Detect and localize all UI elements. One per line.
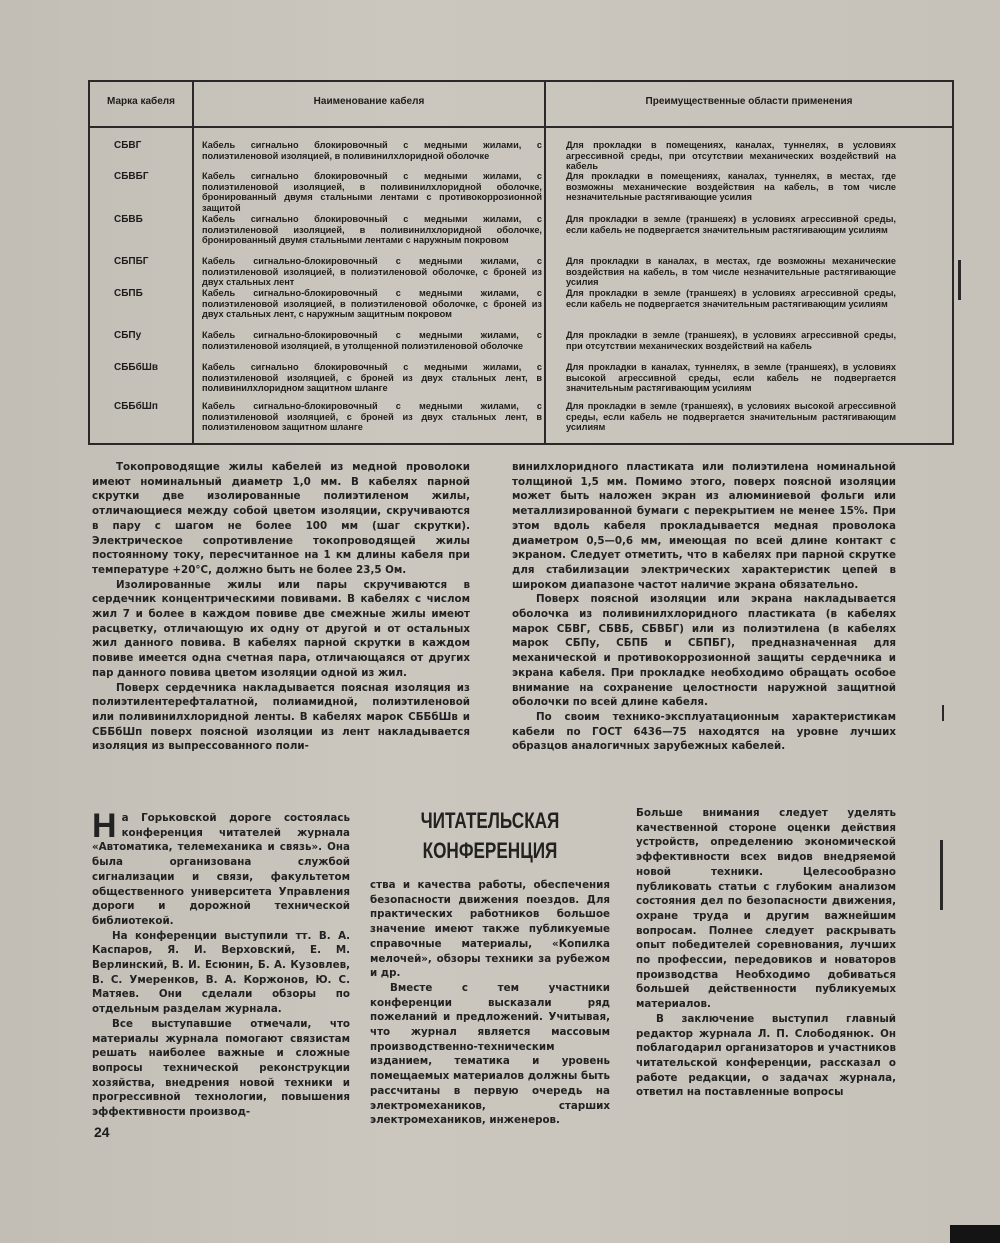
header-name: Наименование кабеля — [313, 96, 425, 107]
table-row-name: Кабель сигнально блокировочный с медными жилами, с полиэтиленовой изоляцией, в поливинилхлоридной оболочке, бронированный двумя стальными лентами с наружным покровом — [202, 214, 542, 246]
conference-paragraph: ства и качества работы, обеспечения безопасности движения поездов. Для практических работников большое значение имеют также публикуемые справочные материалы, «Копилка мелочей», обзоры техники за рубежом и др. — [370, 879, 610, 980]
scan-edge-mark — [940, 840, 943, 910]
conference-column-right — [636, 806, 896, 1100]
conference-title — [404, 806, 576, 866]
scan-edge-mark — [958, 260, 961, 300]
table-row-name: Кабель сигнально-блокировочный с медными жилами, с полиэтиленовой изоляцией, в полиэтиленовой оболочке, с броней из двух стальных лент, с наружным защитным покровом — [202, 288, 542, 320]
table-row-mark: СББбШп — [114, 401, 158, 412]
article-paragraph: Изолированные жилы или пары скручиваются в сердечник концентрическими повивами. В кабелях с числом жил 7 и более в каждом повиве две смежные жилы имеют расцветку, отличающую их одну от другой и от остальных жил данного повива. В кабелях парной скрутки в каждом повиве имеется одна счетная пара, отличающаяся от других пар данного повива цветом изоляции одной из жил. — [92, 578, 470, 679]
conference-paragraph: Вместе с тем участники конференции высказали ряд пожеланий и предложений. Учитывая, что журнал является массовым производственно-техническим изданием, тематика и уровень помещаемых материалов должны быть рассчитаны в первую очередь на электромехаников, старших электромехаников, инженеров. — [370, 981, 610, 1127]
conference-paragraph: На конференции выступили тт. В. А. Каспаров, Я. И. Верховский, Е. М. Верлинский, В. И. Есюнин, Б. А. Кузовлев, В. С. Умеренков, В. А. Коржонов, Ю. С. Матяев. Они сделали обзоры по отдельным разделам журнала. — [92, 929, 350, 1016]
table-row-mark: СБПБГ — [114, 256, 149, 267]
article-column-right — [512, 460, 896, 754]
table-row-mark: СБВБГ — [114, 171, 149, 182]
table-row-mark: СБПБ — [114, 288, 143, 299]
conference-title-line: ЧИТАТЕЛЬСКАЯ — [420, 808, 560, 833]
table-row-area: Для прокладки в помещениях, каналах, туннелях, в условиях агрессивной среды, при отсутствии механических воздействий на кабель — [566, 140, 896, 172]
table-header-divider — [90, 126, 952, 128]
header-mark: Марка кабеля — [107, 96, 175, 107]
table-row-mark: СБВГ — [114, 140, 142, 151]
table-row-area: Для прокладки в земле (траншеях) в условиях агрессивной среды, если кабель не подвергается значительным растягивающим усилиям — [566, 214, 896, 235]
table-row-name: Кабель сигнально блокировочный с медными жилами, с полиэтиленовой изоляцией, в поливинилхлоридной оболочке — [202, 140, 542, 161]
article-paragraph: Поверх поясной изоляции или экрана накладывается оболочка из поливинилхлоридного пластиката (в кабелях марок СБВГ, СБВБ, СБВБГ) или из полиэтилена (в кабелях марок СБПу, СБПБ и СБПБГ), предназначенная для механической и противокоррозионной защиты сердечника и экрана кабеля. При прокладке необходимо обращать особое внимание на сохранение целостности наружной защитной оболочки по всей длине кабеля. — [512, 593, 896, 709]
header-area: Преимущественные области применения — [645, 96, 853, 107]
conference-paragraph: Все выступавшие отмечали, что материалы журнала помогают связистам решать наиболее важные и сложные вопросы технической реконструкции хозяйства, внедрения новой техники и прогрессивной технологии, повышения эффективности производ- — [92, 1017, 350, 1119]
table-row-area: Для прокладки в земле (траншеях) в условиях агрессивной среды, если кабель не подвергается значительным растягивающим усилиям — [566, 288, 896, 309]
conference-column-left — [92, 807, 350, 1120]
conference-lead-text: а Горьковской дороге состоялась конференция читателей журнала «Автоматика, телемеханика и связь». Она была организована службой сигнализации и связи, факультетом общественного университета Управления дороги и дорожной технической библиотекой. — [92, 812, 350, 927]
conference-paragraph: Больше внимания следует уделять качественной стороне оценки действия устройств, определению экономической эффективности всех видов внедряемой новой техники. Целесообразно публиковать статьи с глубоким анализом состояния дел по безопасности движения, охране труда и другим важнейшим вопросам. Полнее следует раскрывать опыт победителей соревнования, лучших по профессии, передовиков и новаторов производства Необходимо добиваться большей действенности публикуемых материалов. — [636, 807, 896, 1011]
table-row-area: Для прокладки в каналах, туннелях, в земле (траншеях), в условиях высокой агрессивной среды, если кабель не подвергается значительным растягивающим усилиям — [566, 362, 896, 394]
scan-dark-corner — [950, 1225, 1000, 1243]
article-column-left — [92, 460, 470, 754]
table-row-name: Кабель сигнально-блокировочный с медными жилами, с полиэтиленовой изоляцией, с броней из двух стальных лент, в полиэтиленовом защитном шланге — [202, 401, 542, 433]
article-paragraph: По своим технико-эксплуатационным характеристикам кабели по ГОСТ 6436—75 находятся на уровне лучших образцов аналогичных зарубежных кабелей. — [512, 710, 896, 753]
table-row-name: Кабель сигнально блокировочный с медными жилами, с полиэтиленовой изоляцией, в поливинилхлоридной оболочке, бронированный двумя стальными лентами с противокоррозионной защитой — [202, 171, 542, 213]
table-row-name: Кабель сигнально-блокировочный с медными жилами, с полиэтиленовой изоляцией, в утолщенной полиэтиленовой оболочке — [202, 330, 542, 351]
conference-column-middle — [370, 878, 610, 1128]
drop-cap: Н — [92, 807, 117, 845]
table-row-mark: СБВБ — [114, 214, 143, 225]
table-row-mark: СББбШв — [114, 362, 158, 373]
article-paragraph: Токопроводящие жилы кабелей из медной проволоки имеют номинальный диаметр 1,0 мм. В кабелях парной скрутки две изолированные полиэтиленом жилы, отличающиеся между собой цветом изоляции, скручиваются в пару с шагом не более 100 мм (шаг скрутки). Электрическое сопротивление токопроводящей жилы постоянному току, пересчитанное на 1 км длины кабеля при температуре +20°С, должно быть не более 23,5 Ом. — [92, 461, 470, 576]
cable-table — [88, 80, 954, 445]
article-paragraph: Поверх сердечника накладывается поясная изоляция из полиэтилентерефталатной, полиамидной, полиэтиленовой или поливинилхлоридной ленты. В кабелях марок СББбШв и СББбШп поверх поясной изоляции из лент накладывается изоляция из выпрессованного поли- — [92, 681, 470, 753]
table-row-name: Кабель сигнально-блокировочный с медными жилами, с полиэтиленовой изоляцией, в полиэтиленовой оболочке, с броней из двух стальных лент — [202, 256, 542, 288]
conference-paragraph — [92, 807, 350, 929]
table-divider — [192, 82, 194, 443]
table-row-name: Кабель сигнально блокировочный с медными жилами, с полиэтиленовой изоляцией, с броней из двух стальных лент, в поливинилхлоридном защитном шланге — [202, 362, 542, 394]
table-divider — [544, 82, 546, 443]
conference-title-line: КОНФЕРЕНЦИЯ — [422, 838, 558, 863]
table-row-area: Для прокладки в земле (траншеях), в условиях агрессивной среды, при отсутствии механических воздействий на кабель — [566, 330, 896, 351]
table-row-area: Для прокладки в земле (траншеях), в условиях высокой агрессивной среды, если кабель не подвергается значительным растягивающим усилиям — [566, 401, 896, 433]
table-row-area: Для прокладки в помещениях, каналах, туннелях, в местах, где возможны механические воздействия на кабель, в том числе незначительные растягивающие усилия — [566, 171, 896, 203]
page-number: 24 — [94, 1124, 110, 1140]
scan-edge-mark — [942, 705, 944, 721]
conference-paragraph: В заключение выступил главный редактор журнала Л. П. Слободянюк. Он поблагодарил организаторов и участников читательской конференции, рассказал о работе редакции, о задачах журнала, ответил на поставленные вопросы — [636, 1012, 896, 1099]
table-row-mark: СБПу — [114, 330, 142, 341]
article-paragraph: винилхлоридного пластиката или полиэтилена номинальной толщиной 1,5 мм. Помимо этого, поверх поясной изоляции может быть наложен экран из алюминиевой фольги или металлизированной бумаги с перекрытием не менее 15%. При этом вдоль кабеля прокладывается медная проволока диаметром 0,5—0,6 мм, имеющая по всей длине контакт с экраном. Следует отметить, что в кабелях при парной скрутке для стабилизации электрических характеристик цепей в широком диапазоне частот наличие экрана обязательно. — [512, 461, 896, 591]
table-row-area: Для прокладки в каналах, в местах, где возможны механические воздействия на кабель, в том числе незначительные растягивающие усилия — [566, 256, 896, 288]
